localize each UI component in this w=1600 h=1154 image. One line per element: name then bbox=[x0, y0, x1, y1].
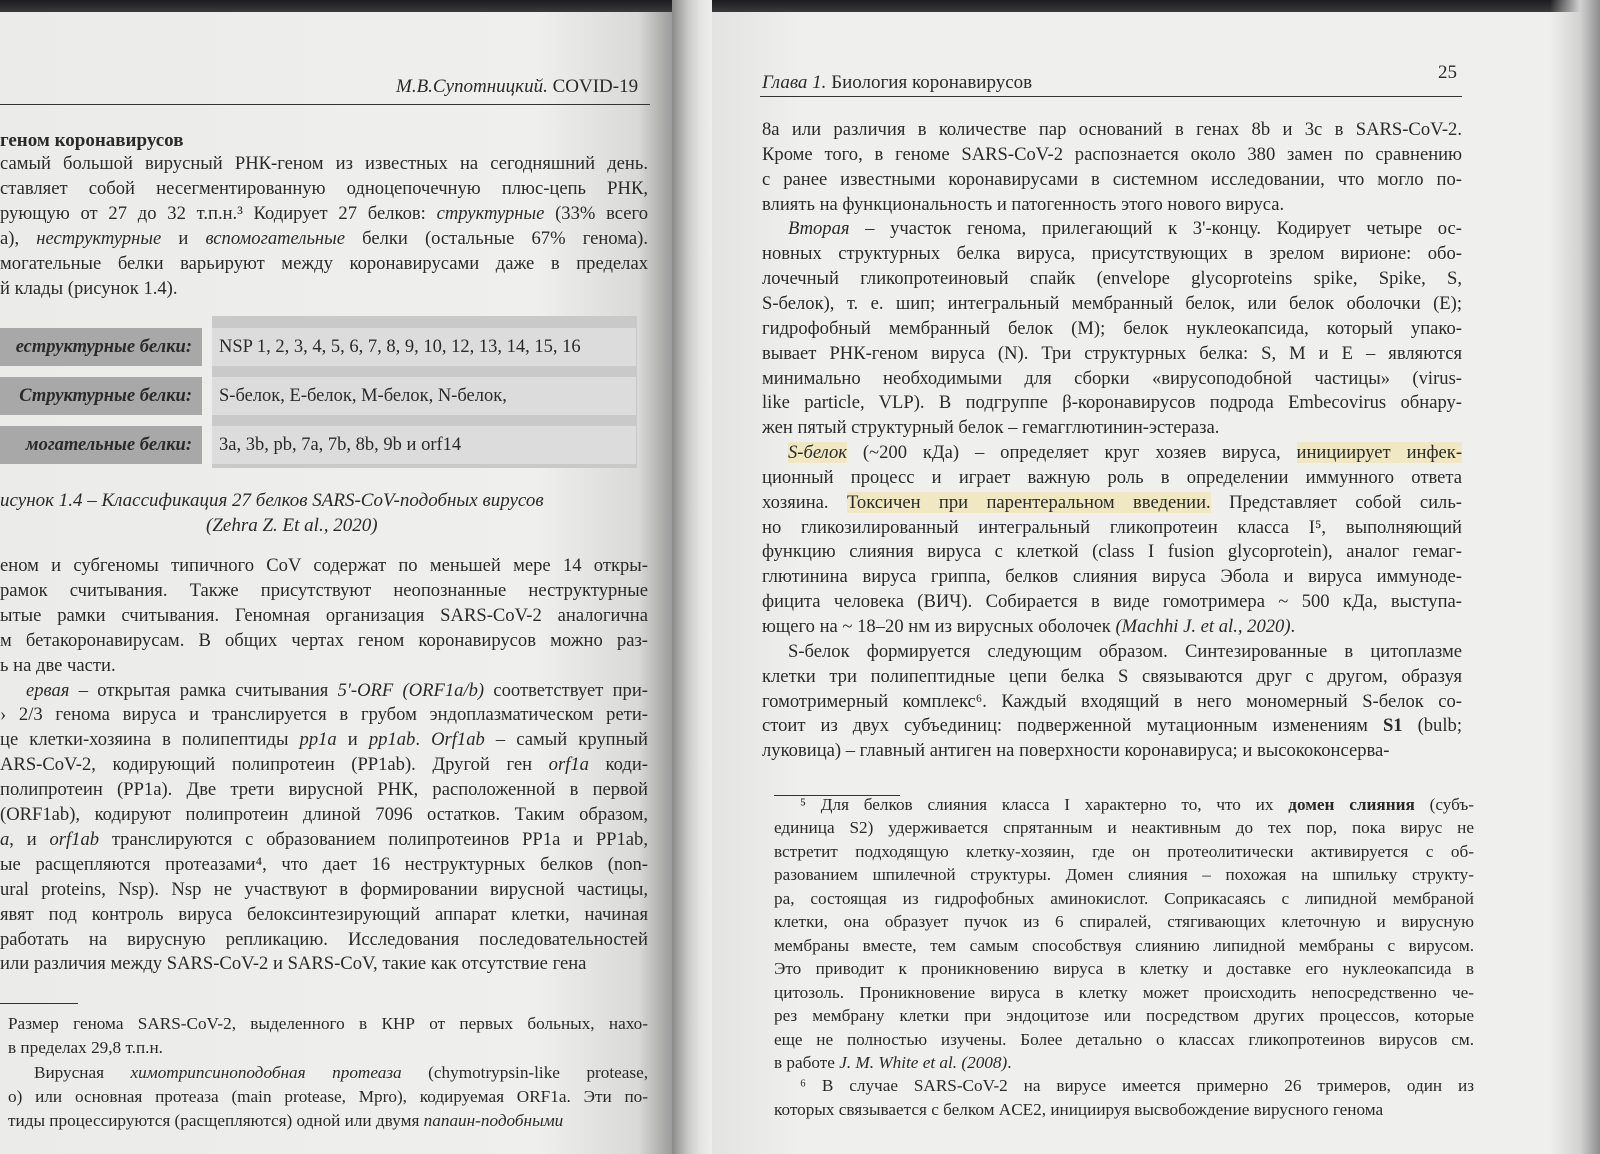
text-segment: pp1a bbox=[299, 729, 337, 751]
text-line bbox=[0, 904, 648, 926]
text-line bbox=[0, 704, 648, 726]
text-line bbox=[762, 368, 1462, 390]
text-line bbox=[0, 228, 648, 250]
text-segment: инициирует инфек- bbox=[1296, 442, 1462, 464]
text-line bbox=[0, 779, 648, 801]
text-line bbox=[762, 293, 1462, 315]
text-segment: orf1ab bbox=[49, 828, 100, 850]
text-segment: (ORF1ab), кодируют полипротеин длиной 7096 остатков. Таким образом, bbox=[0, 804, 648, 825]
text-line bbox=[0, 580, 648, 602]
text-segment: S-белок формируется следующим образом. Синтезированные в цитоплазме bbox=[788, 640, 1462, 662]
text-segment: S-белок), т. е. шип; интегральный мембранный белок, или белок оболочки (E); bbox=[762, 292, 1462, 314]
header-rule bbox=[0, 104, 650, 105]
running-head-chapter: Глава 1. bbox=[762, 72, 827, 93]
text-line bbox=[774, 841, 1474, 863]
text-segment: Размер генома SARS-CoV-2, выделенного в КНР от первых больных, нахо- bbox=[8, 1014, 648, 1033]
text-segment: или различия между SARS-CoV-2 и SARS-CoV, такие как отсутствие гена bbox=[0, 953, 587, 975]
text-segment: рез мембрану клетки при эндоцитозе или посредством других процессов, которые bbox=[774, 1006, 1474, 1026]
text-segment: pp1ab bbox=[368, 729, 416, 751]
text-segment: це клетки-хозяина в полипептиды bbox=[0, 729, 300, 751]
text-segment: с ранее известными коронавирусами в системном исследовании, что могло по- bbox=[762, 168, 1462, 190]
scanner-top-edge bbox=[0, 0, 1600, 12]
text-segment: (~200 кДа) – определяет круг хозяев вируса, bbox=[846, 442, 1297, 464]
text-segment: в работе bbox=[774, 1052, 840, 1072]
text-line bbox=[774, 911, 1474, 933]
row-value: 3a, 3b, pb, 7a, 7b, 8b, 9b и orf14 bbox=[212, 426, 636, 464]
text-segment: . bbox=[1290, 616, 1296, 637]
text-line bbox=[774, 888, 1474, 910]
text-line bbox=[762, 318, 1462, 340]
text-line bbox=[8, 1037, 648, 1059]
text-line bbox=[26, 680, 648, 702]
text-segment: работать на вирусную репликацию. Исследования последовательностей bbox=[0, 928, 648, 950]
text-segment: еном и субгеномы типичного CoV содержат по меньшей мере 14 откры- bbox=[0, 555, 648, 576]
header-rule bbox=[760, 96, 1462, 97]
text-line bbox=[762, 517, 1462, 539]
text-line bbox=[762, 169, 1462, 191]
text-line bbox=[762, 715, 1462, 737]
text-segment: единица S2) удерживается спрятанным и неактивным до тех пор, пока вирус не bbox=[774, 818, 1474, 838]
text-segment: ытые рамки считывания. Геномная организация SARS-CoV-2 аналогична bbox=[0, 604, 648, 626]
left-page bbox=[0, 12, 672, 1154]
text-segment: – открытая рамка считывания bbox=[69, 679, 338, 701]
text-segment: Кроме того, в геноме SARS-CoV-2 распознается около 380 замен по сравнению bbox=[762, 143, 1462, 165]
text-segment: ⁶ В случае SARS-CoV-2 на вирусе имеется примерно 26 тримеров, один из bbox=[800, 1076, 1474, 1096]
text-segment: й клады (рисунок 1.4). bbox=[0, 278, 178, 299]
text-segment: клетки, она образует пучок из 6 спиралей, стягивающих клеточную и вирусную bbox=[774, 912, 1474, 932]
text-segment: могательные белки варьируют между коронавирусами даже в пределах bbox=[0, 253, 648, 274]
text-segment: стоит из двух субъединиц: подверженной мутационным изменениям bbox=[762, 715, 1383, 737]
text-segment: 5'-ORF (ORF1a/b) bbox=[337, 679, 485, 701]
text-line bbox=[0, 854, 648, 876]
text-segment: (Machhi J. et al., 2020) bbox=[1115, 616, 1291, 637]
text-segment: глютинина вируса гриппа, белков слияния вируса Эбола и вируса иммуноде- bbox=[762, 566, 1462, 588]
row-value: NSP 1, 2, 3, 4, 5, 6, 7, 8, 9, 10, 12, 13, 14, 15, 16 bbox=[212, 328, 636, 366]
text-segment: минимально необходимыми для сборки «вирусоподобной частицы» (virus- bbox=[762, 367, 1462, 389]
figure-caption-line-1 bbox=[0, 490, 544, 512]
text-segment: которых связывается с белком ACE2, инициируя высвобождение вирусного генома bbox=[774, 1099, 1384, 1119]
row-label: Структурные белки: bbox=[0, 377, 202, 415]
text-segment: J. M. White et al. (2008) bbox=[839, 1052, 1008, 1072]
text-line bbox=[800, 794, 1474, 816]
text-segment: неструктурные bbox=[36, 228, 162, 249]
text-line bbox=[774, 1029, 1474, 1051]
text-segment: коди- bbox=[588, 754, 648, 776]
text-line bbox=[762, 691, 1462, 713]
text-segment: (33% всего bbox=[544, 203, 648, 224]
book-gutter bbox=[672, 0, 712, 1154]
text-line bbox=[788, 218, 1462, 240]
text-segment: химотрипсиноподобная протеаза bbox=[130, 1062, 402, 1082]
text-segment: . bbox=[415, 729, 432, 751]
text-segment: полипротеин (PP1a). Две трети вирусной РНК, расположенной в первой bbox=[0, 779, 648, 801]
text-line bbox=[762, 666, 1462, 688]
text-segment: клетки три полипептидные цепи белка S связываются друг с другом, образуя bbox=[762, 665, 1462, 687]
text-segment: хозяина. bbox=[762, 491, 847, 513]
text-segment: домен слияния bbox=[1288, 795, 1415, 814]
text-line bbox=[774, 817, 1474, 839]
text-segment: ющего на ~ 18–20 нм из вирусных оболочек bbox=[762, 616, 1116, 637]
text-segment: жен пятый структурный белок – гемагглютинин-эстераза. bbox=[762, 417, 1220, 439]
text-line bbox=[0, 953, 648, 975]
text-line bbox=[774, 1052, 1474, 1074]
text-line bbox=[788, 442, 1462, 464]
text-segment: › 2/3 генома вируса и транслируется в грубом эндоплазматическом рети- bbox=[0, 704, 648, 726]
text-line bbox=[0, 829, 648, 851]
text-segment: структурные bbox=[436, 203, 545, 224]
text-segment: ural proteins, Nsp). Nsp не участвуют в формировании вирусной частицы, bbox=[0, 878, 648, 900]
figure-caption-line-2: (Zehra Z. Et al., 2020) bbox=[206, 515, 378, 536]
text-line bbox=[800, 1075, 1474, 1097]
text-line bbox=[762, 566, 1462, 588]
text-segment: в пределах 29,8 т.п.н. bbox=[8, 1038, 163, 1058]
text-line bbox=[0, 278, 648, 300]
text-line bbox=[0, 929, 648, 951]
text-segment: S1 bbox=[1382, 715, 1403, 737]
caption-text: исунок 1.4 – Классификация 27 белков SARS-CoV-подобных вирусов bbox=[0, 490, 544, 511]
text-line bbox=[762, 417, 1462, 439]
text-line bbox=[8, 1086, 648, 1108]
text-segment: гомотримерный комплекс⁶. Каждый входящий в него мономерный S-белок со- bbox=[762, 690, 1462, 712]
text-segment: ционный процесс и играет важную роль в определении иммунного ответа bbox=[762, 466, 1462, 488]
text-segment: (chymotrypsin-like protease, bbox=[401, 1062, 648, 1082]
text-segment: a bbox=[0, 828, 10, 850]
text-segment: 8а или различия в количестве пар оснований в генах 8b и 3c в SARS-CoV-2. bbox=[762, 119, 1462, 140]
text-line bbox=[8, 1013, 648, 1035]
text-segment: ARS-CoV-2, кодирующий полипротеин (PP1ab). Другой ген bbox=[0, 754, 549, 776]
running-head bbox=[396, 76, 638, 98]
text-line bbox=[774, 935, 1474, 957]
text-line bbox=[34, 1062, 648, 1084]
running-head-author: М.В.Супотницкий. bbox=[396, 76, 548, 97]
text-segment: Представляет собой силь- bbox=[1210, 491, 1462, 513]
text-segment: влиять на функциональность и патогенность этого нового вируса. bbox=[762, 193, 1285, 215]
text-segment: Вирусная bbox=[34, 1062, 131, 1082]
text-segment: вывает РНК-геном вируса (N). Три структурных белка: S, M и E – являются bbox=[762, 342, 1462, 364]
text-segment: но гликозилированный интегральный гликопротеин класса I⁵, выполняющий bbox=[762, 516, 1462, 538]
text-line bbox=[774, 1099, 1474, 1121]
text-line bbox=[762, 392, 1462, 414]
page-edge-shadow bbox=[1550, 0, 1600, 1154]
text-segment: S-белок bbox=[788, 442, 847, 464]
text-segment: like particle, VLP). В подгруппе β-коронавирусов подрода Embecovirus обнару- bbox=[762, 392, 1462, 414]
text-segment: Orf1ab bbox=[431, 729, 485, 751]
text-segment: ые расщепляются протеазами⁴, что дает 16 неструктурных белков (non- bbox=[0, 853, 648, 875]
text-segment: еще не полностью изучены. Более детально о классах гликопротеинов вирусов см. bbox=[774, 1029, 1474, 1049]
text-segment: тиды процессируются (расщепляются) одной или двумя bbox=[8, 1111, 424, 1131]
text-segment: новных структурных белка вируса, присутствующих в зрелом вирионе: обо- bbox=[762, 243, 1462, 265]
text-line bbox=[762, 343, 1462, 365]
text-segment: цитозоль. Проникновение вируса в клетку может происходить непосредственно че- bbox=[774, 982, 1474, 1002]
text-line bbox=[762, 144, 1462, 166]
footnote-rule bbox=[0, 1003, 78, 1004]
text-segment: Это приводит к проникновению вируса в клетку и доставке его нуклеокапсида в bbox=[774, 959, 1474, 979]
text-line bbox=[788, 641, 1462, 663]
text-line bbox=[762, 616, 1462, 638]
text-line bbox=[762, 119, 1462, 141]
text-segment: – участок генома, прилегающий к 3'-концу. Кодирует четыре ос- bbox=[849, 218, 1462, 240]
text-segment: папаин-подобными bbox=[423, 1111, 564, 1131]
text-line bbox=[0, 729, 648, 751]
text-line bbox=[762, 268, 1462, 290]
text-segment: транслируются с образованием полипротеинов PP1a и PP1ab, bbox=[99, 828, 648, 850]
text-segment: м бетакоронавирусам. В общих чертах геном коронавирусов можно раз- bbox=[0, 629, 648, 651]
text-segment: луковица) – главный антиген на поверхности коронавируса; и высококонсерва- bbox=[762, 740, 1390, 762]
text-segment: orf1a bbox=[548, 754, 589, 776]
text-segment: Токсичен при парентеральном введении. bbox=[846, 491, 1211, 513]
text-segment: лочечный гликопротеиновый спайк (envelope glycoproteins spike, Spike, S, bbox=[762, 268, 1462, 290]
section-heading: геном коронавирусов bbox=[0, 130, 184, 151]
text-line bbox=[762, 467, 1462, 489]
text-segment: , и bbox=[9, 828, 50, 850]
text-line bbox=[0, 153, 648, 175]
row-label: еструктурные белки: bbox=[0, 328, 202, 366]
text-segment: ервая bbox=[26, 679, 70, 701]
text-line bbox=[0, 203, 648, 225]
text-segment: Вторая bbox=[788, 218, 850, 240]
text-segment: (bulb; bbox=[1402, 715, 1462, 737]
text-segment: и bbox=[161, 228, 206, 249]
text-segment: самый большой вирусный РНК-геном из известных на сегодняшний день. bbox=[0, 153, 648, 174]
text-line bbox=[774, 982, 1474, 1004]
page-number: 25 bbox=[1438, 62, 1457, 83]
text-line bbox=[762, 541, 1462, 563]
text-segment: белки (остальные 67% генома). bbox=[344, 228, 648, 249]
text-line bbox=[0, 879, 648, 901]
text-line bbox=[8, 1110, 648, 1132]
table-row bbox=[0, 426, 636, 464]
text-line bbox=[0, 253, 648, 275]
text-segment: рующую от 27 до 32 т.п.н.³ Кодирует 27 белков: bbox=[0, 203, 437, 224]
text-segment: соответствует при- bbox=[484, 679, 648, 701]
text-line bbox=[774, 864, 1474, 886]
text-segment: ь на две части. bbox=[0, 654, 116, 676]
table-row bbox=[0, 328, 636, 366]
text-line bbox=[0, 630, 648, 652]
text-segment: явят под контроль вируса белоксинтезирующий аппарат клетки, начиная bbox=[0, 903, 648, 925]
text-line bbox=[762, 591, 1462, 613]
right-page bbox=[712, 12, 1600, 1154]
text-segment: ⁵ Для белков слияния класса I характерно то, что их bbox=[800, 795, 1289, 814]
text-segment: ра, состоящая из гидрофобных аминокислот. Соприкасаясь с липидной мембраной bbox=[774, 888, 1474, 908]
text-segment: встретит подходящую клетку-хозяин, где он протеолитически активируется с об- bbox=[774, 841, 1474, 861]
text-line bbox=[0, 555, 648, 577]
text-segment: о) или основная протеаза (main protease, Mpro), кодируемая ORF1a. Эти по- bbox=[8, 1086, 648, 1106]
text-segment: а), bbox=[0, 228, 37, 249]
text-line bbox=[0, 804, 648, 826]
text-line bbox=[774, 958, 1474, 980]
table-row bbox=[0, 377, 636, 415]
text-segment: разованием шпилечной структуры. Домен слияния – похожая на шпильку структу- bbox=[774, 865, 1474, 885]
text-segment: функцию слияния вируса с клеткой (class I fusion glycoprotein), аналог гемаг- bbox=[762, 541, 1462, 563]
text-segment: ставляет собой несегментированную одноцепочечную плюс-цепь РНК, bbox=[0, 178, 648, 199]
text-line bbox=[762, 492, 1462, 514]
text-segment: . bbox=[1007, 1052, 1012, 1072]
text-segment: вспомогательные bbox=[205, 228, 345, 249]
text-line bbox=[774, 1005, 1474, 1027]
text-line bbox=[0, 655, 648, 677]
text-segment: (субъ- bbox=[1414, 795, 1474, 814]
running-head-title: COVID-19 bbox=[552, 76, 639, 97]
running-head-title: Биология коронавирусов bbox=[831, 72, 1033, 93]
text-segment: гидрофобный мембранный белок (M); белок нуклеокапсида, который упако- bbox=[762, 317, 1462, 339]
text-segment: фицита человека (ВИЧ). Собирается в виде гомотримера ~ 500 кДа, выступа- bbox=[762, 591, 1462, 613]
text-segment: и bbox=[336, 729, 369, 751]
text-line bbox=[762, 740, 1462, 762]
text-segment: – самый крупный bbox=[484, 729, 648, 751]
text-segment: рамок считывания. Также присутствуют неопознанные неструктурные bbox=[0, 579, 648, 601]
text-line bbox=[762, 194, 1462, 216]
row-value: S-белок, E-белок, M-белок, N-белок, bbox=[212, 377, 636, 415]
text-segment: мембраны вместе, тем самым способствуя слиянию липидной мембраны с вирусом. bbox=[774, 935, 1474, 955]
row-label: могательные белки: bbox=[0, 426, 202, 464]
text-line bbox=[0, 605, 648, 627]
text-line bbox=[0, 178, 648, 200]
text-line bbox=[762, 243, 1462, 265]
text-line bbox=[0, 754, 648, 776]
running-head bbox=[762, 72, 1032, 94]
